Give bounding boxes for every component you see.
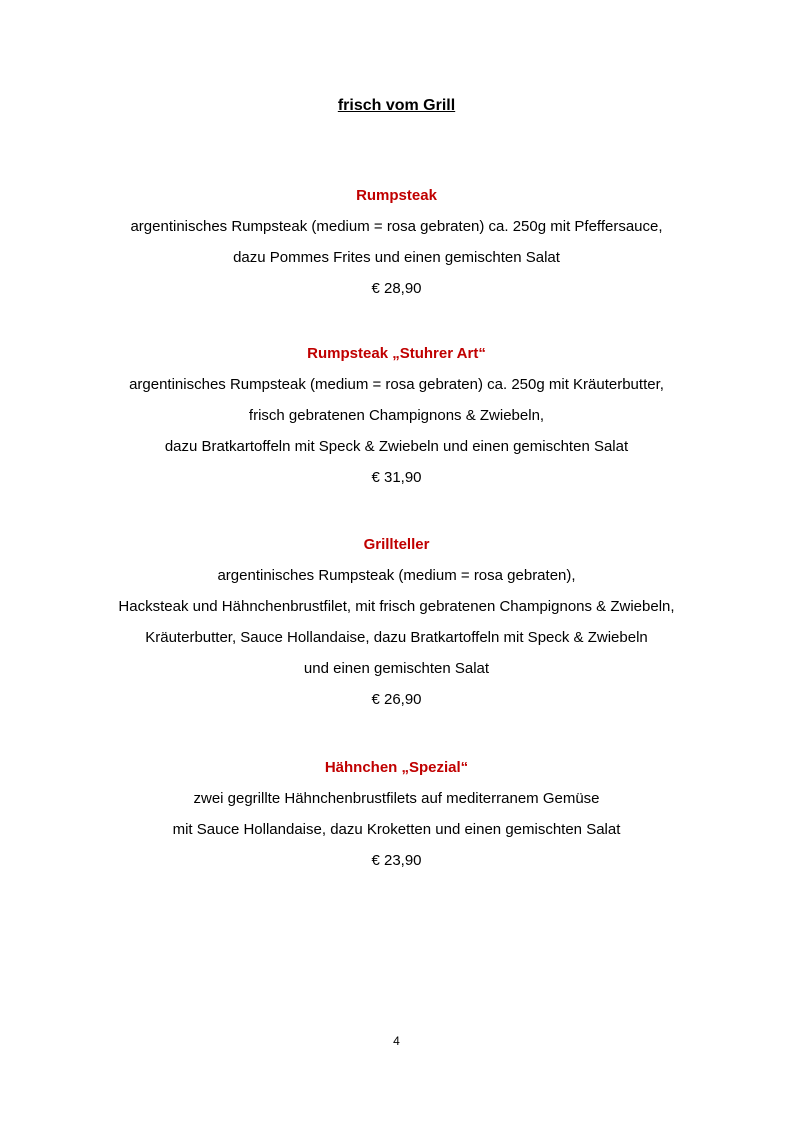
menu-item-rumpsteak	[0, 184, 793, 308]
dish-name: Hähnchen „Spezial“	[324, 759, 469, 776]
dish-name: Rumpsteak „Stuhrer Art“	[307, 345, 486, 362]
dish-description-line: Hacksteak und Hähnchenbrustfilet, mit frisch gebratenen Champignons & Zwiebeln,	[118, 598, 675, 615]
dish-description-line: argentinisches Rumpsteak (medium = rosa gebraten) ca. 250g mit Pfeffersauce,	[130, 218, 663, 235]
dish-name: Grillteller	[363, 536, 430, 553]
menu-item-rumpsteak-stuhrer-art	[0, 342, 793, 497]
dish-name: Rumpsteak	[356, 187, 437, 204]
dish-description-line: argentinisches Rumpsteak (medium = rosa gebraten),	[217, 567, 576, 584]
dish-description-line: mit Sauce Hollandaise, dazu Kroketten und einen gemischten Salat	[172, 821, 621, 838]
dish-price: € 31,90	[371, 469, 422, 486]
dish-description-line: und einen gemischten Salat	[303, 660, 490, 677]
dish-price: € 26,90	[371, 691, 422, 708]
dish-description-line: Kräuterbutter, Sauce Hollandaise, dazu Bratkartoffeln mit Speck & Zwiebeln	[145, 629, 648, 646]
page-title: frisch vom Grill	[337, 97, 456, 114]
dish-description-line: dazu Bratkartoffeln mit Speck & Zwiebeln und einen gemischten Salat	[164, 438, 629, 455]
dish-price: € 23,90	[371, 852, 422, 869]
dish-price: € 28,90	[371, 280, 422, 297]
dish-description-line: zwei gegrillte Hähnchenbrustfilets auf mediterranem Gemüse	[193, 790, 600, 807]
dish-description-line: argentinisches Rumpsteak (medium = rosa gebraten) ca. 250g mit Kräuterbutter,	[129, 376, 664, 393]
dish-description-line: dazu Pommes Frites und einen gemischten Salat	[233, 249, 560, 266]
menu-item-haehnchen-spezial	[0, 756, 793, 880]
menu-item-grillteller	[0, 533, 793, 719]
page-number: 4	[393, 1034, 400, 1048]
dish-description-line: frisch gebratenen Champignons & Zwiebeln,	[248, 407, 545, 424]
